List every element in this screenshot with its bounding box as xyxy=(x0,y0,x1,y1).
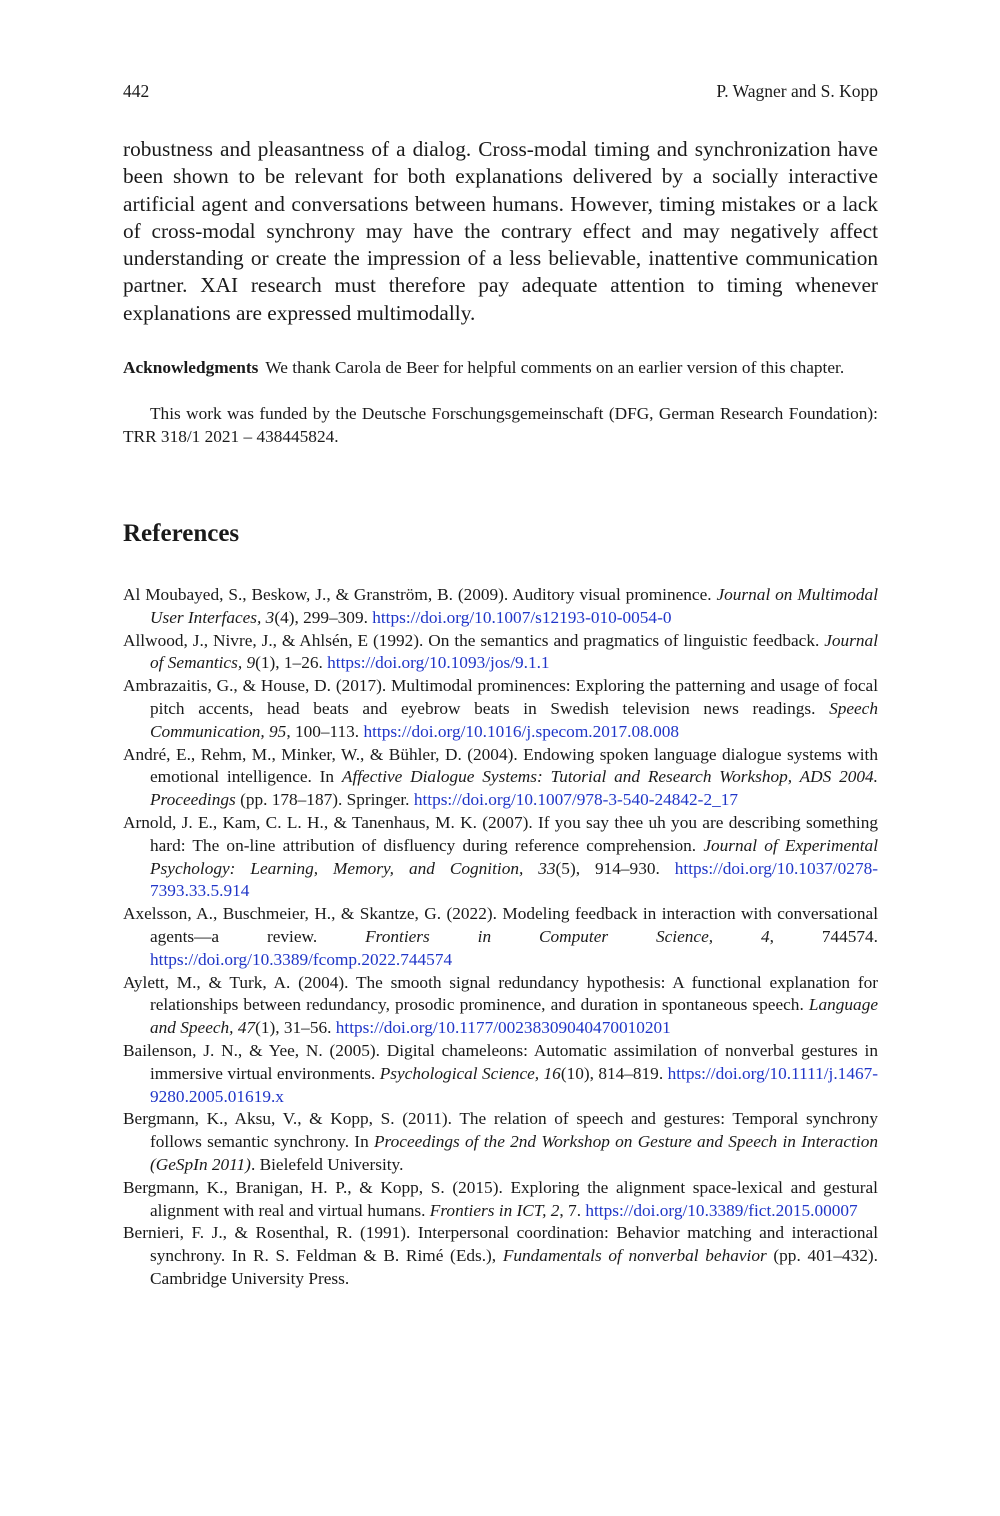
reference-list xyxy=(123,584,878,1291)
reference-details: , 7. xyxy=(559,1200,586,1220)
reference-entry xyxy=(123,584,878,630)
reference-entry xyxy=(123,1177,878,1223)
reference-doi-link[interactable]: https://doi.org/10.1007/s12193-010-0054-0 xyxy=(372,607,672,627)
reference-source: Journal of Semantics, 9 xyxy=(150,630,878,673)
reference-details: (1), 1–26. xyxy=(255,653,328,673)
running-header-authors: P. Wagner and S. Kopp xyxy=(716,81,878,101)
reference-details: . Bielefeld University. xyxy=(250,1154,404,1174)
reference-text: Bergmann, K., Aksu, V., & Kopp, S. (2011). The relation of speech and gestures: Temporal synchrony follows semantic synchrony. In xyxy=(123,1109,878,1152)
reference-text: Aylett, M., & Turk, A. (2004). The smooth signal redundancy hypothesis: A functional explanation for relationships between redundancy, prosodic prominence, and duration in spontaneous speech. xyxy=(123,972,878,1015)
acknowledgments xyxy=(123,357,878,380)
reference-entry xyxy=(123,812,878,903)
reference-text: Bailenson, J. N., & Yee, N. (2005). Digital chameleons: Automatic assimilation of nonverbal gestures in immersive virtual environments. xyxy=(123,1040,878,1083)
reference-source: Affective Dialogue Systems: Tutorial and Research Workshop, ADS 2004. Proceedings xyxy=(150,767,878,810)
reference-text: Al Moubayed, S., Beskow, J., & Granström, B. (2009). Auditory visual prominence. xyxy=(123,585,717,604)
reference-source: Proceedings of the 2nd Workshop on Gesture and Speech in Interaction (GeSpIn 2011) xyxy=(150,1132,878,1174)
reference-entry xyxy=(123,1222,878,1290)
reference-details: (4), 299–309. xyxy=(274,607,373,627)
reference-source: Fundamentals of nonverbal behavior xyxy=(502,1246,767,1266)
reference-doi-link[interactable]: https://doi.org/10.1007/978-3-540-24842-2_17 xyxy=(413,790,739,810)
reference-entry xyxy=(123,1040,878,1108)
reference-doi-link[interactable]: https://doi.org/10.1111/j.1467-9280.2005.01619.x xyxy=(150,1063,878,1106)
reference-text: Axelsson, A., Buschmeier, H., & Skantze, G. (2022). Modeling feedback in interaction with conversational agents—a review. xyxy=(123,904,878,946)
reference-details: (10), 814–819. xyxy=(560,1063,668,1083)
references-heading: References xyxy=(123,520,240,547)
acknowledgments-text: We thank Carola de Beer for helpful comments on an earlier version of this chapter. xyxy=(265,358,845,377)
reference-doi-link[interactable]: https://doi.org/10.1037/0278-7393.33.5.914 xyxy=(150,858,878,901)
page-number: 442 xyxy=(123,81,150,101)
reference-text: Bernieri, F. J., & Rosenthal, R. (1991). Interpersonal coordination: Behavior matching and interactional synchrony. In R. S. Feldman & B. Rimé (Eds.), xyxy=(123,1223,878,1266)
reference-details: (pp. 178–187). Springer. xyxy=(235,790,414,810)
reference-entry xyxy=(123,630,878,676)
reference-source: Language and Speech, 47 xyxy=(150,995,878,1038)
reference-entry xyxy=(123,903,878,971)
reference-source: Psychological Science, 16 xyxy=(379,1063,561,1083)
reference-source: Frontiers in ICT, 2 xyxy=(429,1200,560,1220)
reference-details: (1), 31–56. xyxy=(255,1018,336,1038)
running-header xyxy=(123,79,878,103)
reference-source: Journal on Multimodal User Interfaces, 3 xyxy=(150,585,878,627)
reference-text: Bergmann, K., Branigan, H. P., & Kopp, S. (2015). Exploring the alignment space-lexical and gestural alignment with real and virtual humans. xyxy=(123,1177,878,1220)
acknowledgments-label: Acknowledgments xyxy=(123,358,259,377)
reference-entry xyxy=(123,675,878,743)
reference-doi-link[interactable]: https://doi.org/10.1177/00238309040470010201 xyxy=(335,1018,671,1038)
reference-entry xyxy=(123,1108,878,1176)
reference-details: (pp. 401–432). Cambridge University Press. xyxy=(150,1246,879,1288)
reference-details: (5), 914–930. xyxy=(555,858,675,878)
reference-entry xyxy=(123,972,878,1040)
reference-source: Journal of Experimental Psychology: Learning, Memory, and Cognition, 33 xyxy=(150,835,878,878)
reference-entry xyxy=(123,744,878,812)
reference-doi-link[interactable]: https://doi.org/10.3389/fcomp.2022.744574 xyxy=(150,949,453,969)
reference-details: , 100–113. xyxy=(286,721,364,741)
reference-text: Arnold, J. E., Kam, C. L. H., & Tanenhaus, M. K. (2007). If you say thee uh you are describing something hard: The on-line attribution of disfluency during reference comprehension. xyxy=(123,812,878,855)
reference-doi-link[interactable]: https://doi.org/10.1093/jos/9.1.1 xyxy=(327,653,550,673)
reference-doi-link[interactable]: https://doi.org/10.1016/j.specom.2017.08.008 xyxy=(363,721,679,741)
body-paragraph: robustness and pleasantness of a dialog. Cross-modal timing and synchronization have been shown to be relevant for both explanations delivered by a socially interactive artificial agent and conversations between humans. However, timing mistakes or a lack of cross-modal synchrony may have the contrary effect and may negatively affect understanding or create the impression of a less believable, inattentive communication partner. XAI research must therefore pay adequate attention to timing whenever explanations are expressed multimodally. xyxy=(123,137,878,325)
reference-source: Frontiers in Computer Science, 4 xyxy=(365,926,770,946)
funding-note: This work was funded by the Deutsche Forschungsgemeinschaft (DFG, German Research Foundation): TRR 318/1 2021 – 438445824. xyxy=(123,404,878,446)
reference-details: , 744574. xyxy=(769,926,879,946)
reference-text: Allwood, J., Nivre, J., & Ahlsén, E (1992). On the semantics and pragmatics of linguistic feedback. xyxy=(123,630,825,650)
reference-text: André, E., Rehm, M., Minker, W., & Bühler, D. (2004). Endowing spoken language dialogue systems with emotional intelligence. In xyxy=(123,744,878,787)
reference-text: Ambrazaitis, G., & House, D. (2017). Multimodal prominences: Exploring the patterning and usage of focal pitch accents, head beats and eyebrow beats in Swedish television news readings. xyxy=(123,676,878,718)
reference-source: Speech Communication, 95 xyxy=(150,698,878,741)
reference-doi-link[interactable]: https://doi.org/10.3389/fict.2015.00007 xyxy=(585,1200,858,1220)
